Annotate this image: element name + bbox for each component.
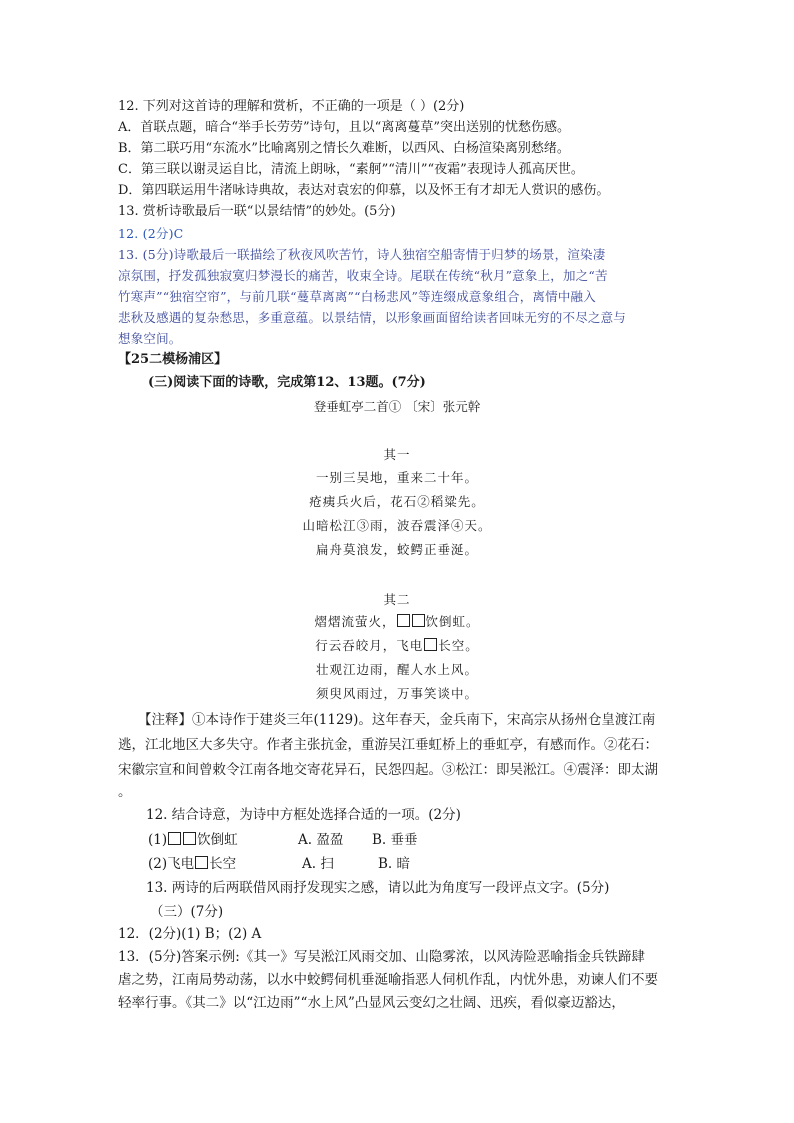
prev-question-12: 12. 下列对这首诗的理解和赏析，不正确的一项是（ ）(2分) <box>118 99 465 114</box>
poem1-title: 其一 <box>383 447 411 462</box>
prev-answer-13-line1: 13. (5分)诗歌最后一联描绘了秋夜风吹苦竹，诗人独宿空船寄情于归梦的场景，渲染凄 <box>118 247 606 262</box>
part1-tail: 饮倒虹 <box>197 832 238 848</box>
question-13: 13. 两诗的后两联借风雨抒发现实之感，请以此为角度写一段评点文字。(5分) <box>146 880 610 896</box>
blank-box <box>424 638 437 651</box>
question-12-part2 <box>148 852 236 876</box>
poem1-line: 疮痍兵火后，花石②稻粱先。 <box>309 494 485 509</box>
prev-answer-13-line5: 想象空间。 <box>118 331 182 346</box>
question-12: 12. 结合诗意，为诗中方框处选择合适的一项。(2分) <box>146 807 461 823</box>
prev-option-d: D．第四联运用牛渚咏诗典故，表达对袁宏的仰慕，以及怀王有才却无人赏识的感伤。 <box>118 183 610 198</box>
poem1-line: 扁舟莫浪发，蛟鳄正垂涎。 <box>315 542 478 557</box>
part2-tail: 长空 <box>209 856 237 872</box>
poem2-line-1-start: 熠熠流萤火， <box>314 614 396 629</box>
part2-label: (2)飞电 <box>148 856 195 872</box>
prev-answer-13-line2: 凉氛围，抒发孤独寂寞归梦漫长的痛苦，收束全诗。尾联在传统“秋月”意象上，加之“苦 <box>118 268 608 283</box>
part1-option-b: B. 垂垂 <box>372 832 418 848</box>
question-12-part1 <box>148 828 238 852</box>
poem2-line-1 <box>0 612 794 632</box>
answer-13-line3: 轻率行事。《其二》以“江边雨”“水上风”凸显风云变幻之壮阔、迅疾，看似豪迈豁达， <box>118 995 625 1011</box>
prev-answer-13-line3: 竹寒声”“独宿空帘”，与前几联“蔓草离离”“白杨悲风”等连缀成意象组合，离情中融入 <box>118 289 596 304</box>
part2-option-a: A. 扫 <box>302 856 334 872</box>
poem-title: 登垂虹亭二首① 〔宋〕张元幹 <box>313 399 481 414</box>
notes-line1: 【注释】①本诗作于建炎三年(1129)。这年春天，金兵南下，宋高宗从扬州仓皇渡江南 <box>138 712 656 728</box>
answers-header: （三）(7分) <box>150 904 224 920</box>
notes-line3: 宋徽宗宣和间曾敕令江南各地交寄花异石，民怨四起。③松江：即吴淞江。④震泽：即太湖 <box>118 762 658 778</box>
poem2-line-4: 须臾风雨过，万事笑谈中。 <box>315 686 478 701</box>
poem2-line-2-end: 长空。 <box>438 638 479 653</box>
section-header: 【25二模杨浦区】 <box>118 352 228 367</box>
blank-box <box>195 856 208 869</box>
prev-question-13: 13. 赏析诗歌最后一联“以景结情”的妙处。(5分) <box>118 204 396 219</box>
poem1-line: 一别三吴地，重来二十年。 <box>315 470 478 485</box>
poem2-line-2 <box>0 636 794 656</box>
poem2-line-1-end: 饮倒虹。 <box>425 614 480 629</box>
prev-answer-13-line4: 悲秋及感遇的复杂愁思，多重意蕴。以景结情，以形象画面留给读者回味无穷的不尽之意与 <box>118 310 627 325</box>
answer-13-line1: 13．(5分)答案示例:《其一》写吴淞江风雨交加、山隐雾浓，以风涛险恶喻指金兵铁蹄肆 <box>118 949 645 965</box>
part1-label: (1) <box>148 832 168 848</box>
prev-option-a: A．首联点题，暗合“举手长劳劳”诗句，且以“离离蔓草”突出送别的忧愁伤感。 <box>118 120 570 135</box>
blank-box <box>397 614 410 627</box>
poem1-line: 山暗松江③雨，波吞震泽④天。 <box>302 518 492 533</box>
blank-box <box>168 832 181 845</box>
reading-instruction: (三)阅读下面的诗歌，完成第12、13题。(7分) <box>148 375 426 390</box>
poem2-title: 其二 <box>383 592 411 607</box>
blank-box <box>183 832 196 845</box>
part1-option-a: A. 盈盈 <box>298 832 344 848</box>
prev-option-c: C．第三联以谢灵运自比，清流上朗咏，“素舸”“清川”“夜霜”表现诗人孤高厌世。 <box>118 162 584 177</box>
answer-12: 12．(2分)(1) B；(2) A <box>118 926 262 942</box>
prev-option-b: B．第二联巧用“东流水”比喻离别之情长久难断，以西风、白杨渲染离别愁绪。 <box>118 141 570 156</box>
prev-answer-12: 12. (2分)C <box>118 226 184 241</box>
notes-line2: 逃，江北地区大多失守。作者主张抗金，重游吴江垂虹桥上的垂虹亭，有感而作。②花石： <box>118 737 658 753</box>
blank-box <box>412 614 425 627</box>
notes-line4: 。 <box>118 784 132 800</box>
poem2-line-3: 壮观江边雨，醒人水上风。 <box>315 662 478 677</box>
part2-option-b: B. 暗 <box>378 856 411 872</box>
poem2-line-2-start: 行云吞皎月，飞电 <box>315 638 424 653</box>
answer-13-line2: 虐之势，江南局势动荡，以水中蛟鳄伺机垂涎喻指恶人伺机作乱，内忧外患，劝谏人们不要 <box>118 972 658 988</box>
